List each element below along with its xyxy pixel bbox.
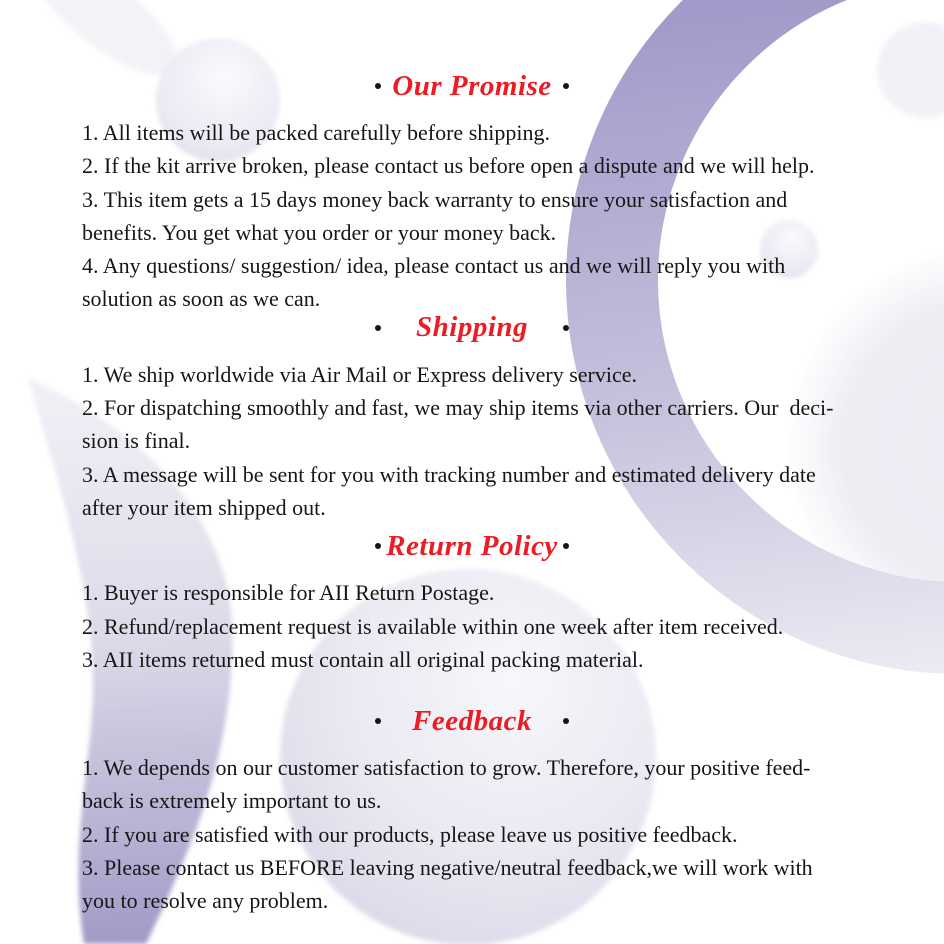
policy-line: 1. All items will be packed carefully before shipping. — [82, 120, 550, 145]
policy-line: back is extremely important to us. — [82, 788, 382, 814]
policy-line: 1. We depends on our customer satisfaction to grow. Therefore, your positive feed- — [82, 755, 811, 781]
policy-line: 3. AII items returned must contain all original packing material. — [82, 646, 644, 672]
section-heading-our-promise — [0, 66, 944, 106]
heading-dot-icon — [563, 325, 569, 331]
policy-line: 1. We ship worldwide via Air Mail or Express delivery service. — [82, 361, 638, 387]
section-body-shipping — [0, 358, 944, 524]
section-body-our-promise — [0, 116, 944, 316]
policy-line: after your item shipped out. — [82, 494, 326, 520]
section-body-return-policy — [0, 576, 944, 676]
heading-dot-icon — [563, 543, 569, 549]
policy-line: 3. Please contact us BEFORE leaving negative/neutral feedback,we will work with — [82, 855, 813, 881]
policy-line: sion is final. — [82, 428, 191, 454]
policy-line: 4. Any questions/ suggestion/ idea, please contact us and we will reply you with — [82, 253, 786, 279]
heading-dot-icon — [563, 718, 569, 724]
policy-line: 2. Refund/replacement request is available within one week after item received. — [82, 613, 784, 639]
section-title-shipping: Shipping — [416, 311, 528, 344]
section-body-feedback — [0, 751, 944, 917]
policy-line: you to resolve any problem. — [82, 888, 329, 914]
policy-line: 2. If you are satisfied with our products, please leave us positive feedback. — [82, 821, 738, 847]
policy-line: benefits. You get what you order or your money back. — [82, 219, 557, 245]
section-title-our-promise: Our Promise — [392, 69, 552, 102]
heading-dot-icon — [563, 83, 569, 89]
policy-line: solution as soon as we can. — [82, 286, 321, 312]
policy-line: 3. A message will be sent for you with tracking number and estimated delivery date — [82, 461, 816, 487]
policy-line: 3. This item gets a 15 days money back warranty to ensure your satisfaction and — [82, 186, 788, 212]
section-title-feedback: Feedback — [412, 704, 532, 737]
policy-line: 2. If the kit arrive broken, please contact us before open a dispute and we will help. — [82, 153, 815, 179]
section-heading-return-policy — [0, 526, 944, 566]
section-heading-feedback — [0, 701, 944, 741]
policy-line: 2. For dispatching smoothly and fast, we may ship items via other carriers. Our deci- — [82, 395, 834, 421]
section-title-return-policy: Return Policy — [386, 529, 558, 562]
policy-line: 1. Buyer is responsible for AII Return Postage. — [82, 580, 495, 606]
